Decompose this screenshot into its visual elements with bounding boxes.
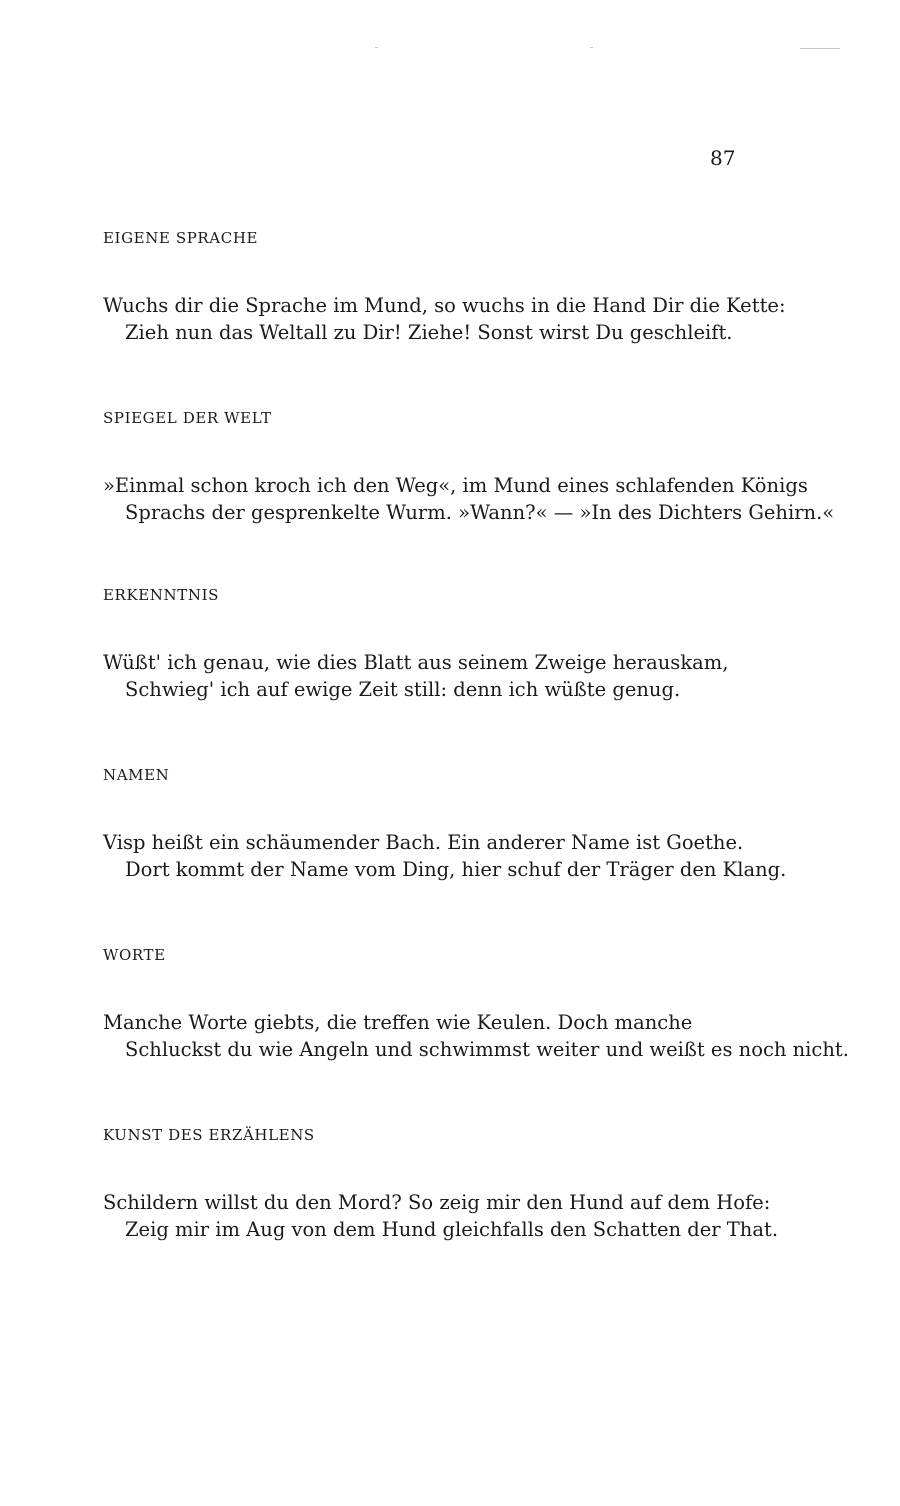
poem-spiegel-der-welt — [103, 408, 835, 526]
poem-title: KUNST DES ERZÄHLENS — [103, 1126, 315, 1144]
poem-line: Wüßt' ich genau, wie dies Blatt aus seinem Zweige herauskam, — [103, 651, 729, 674]
poem-line: Zeig mir im Aug von dem Hund gleichfalls den Schatten der That. — [125, 1218, 779, 1241]
poem-title: SPIEGEL DER WELT — [103, 409, 272, 427]
poem-line: Manche Worte giebts, die treffen wie Keulen. Doch manche — [103, 1011, 693, 1034]
poem-line: Zieh nun das Weltall zu Dir! Ziehe! Sonst wirst Du geschleift. — [125, 321, 733, 344]
poem-erkenntnis — [103, 585, 823, 703]
poem-title: ERKENNTNIS — [103, 586, 219, 604]
poem-kunst-des-erzaehlens — [103, 1125, 823, 1243]
poem-title: NAMEN — [103, 766, 170, 784]
page-number: 87 — [710, 146, 736, 170]
scan-speck — [375, 47, 378, 48]
poem-title: EIGENE SPRACHE — [103, 229, 259, 247]
poem-line: Visp heißt ein schäumender Bach. Ein anderer Name ist Goethe. — [103, 831, 744, 854]
poem-line: Schwieg' ich auf ewige Zeit still: denn ich wüßte genug. — [125, 678, 681, 701]
scan-speck — [590, 47, 593, 48]
scan-speck — [800, 48, 840, 49]
poem-line: Sprachs der gesprenkelte Wurm. »Wann?« — »In des Dichters Gehirn.« — [125, 501, 835, 524]
poem-line: Wuchs dir die Sprache im Mund, so wuchs in die Hand Dir die Kette: — [103, 294, 786, 317]
poem-title: WORTE — [103, 946, 166, 964]
poem-eigene-sprache — [103, 228, 823, 346]
poem-line: »Einmal schon kroch ich den Weg«, im Mund eines schlafenden Königs — [103, 474, 808, 497]
poem-line: Dort kommt der Name vom Ding, hier schuf der Träger den Klang. — [125, 858, 787, 881]
poem-line: Schildern willst du den Mord? So zeig mir den Hund auf dem Hofe: — [103, 1191, 771, 1214]
poem-worte — [103, 945, 849, 1063]
poem-namen — [103, 765, 823, 883]
poem-line: Schluckst du wie Angeln und schwimmst weiter und weißt es noch nicht. — [125, 1038, 849, 1061]
